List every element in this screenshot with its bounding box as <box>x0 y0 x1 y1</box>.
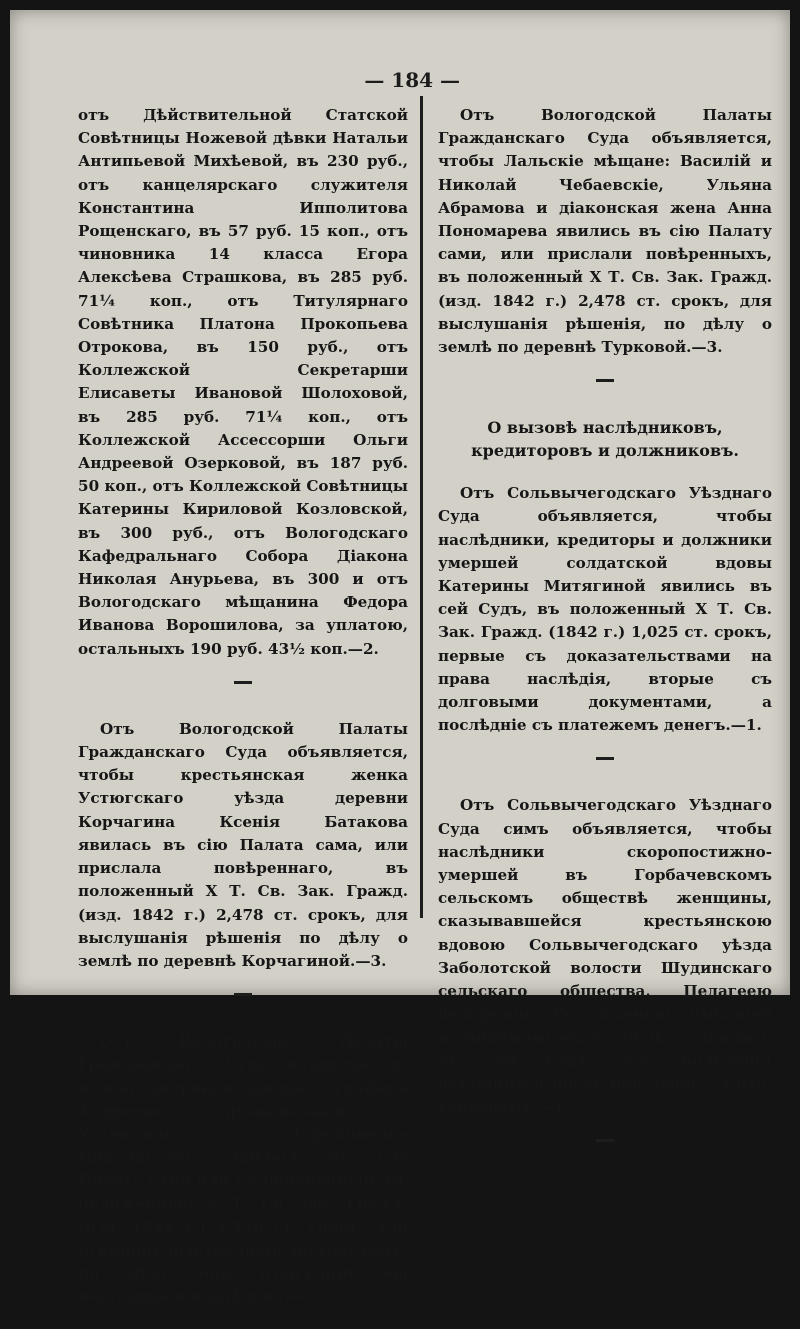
separator-dash <box>596 379 614 382</box>
separator-dash <box>234 993 252 996</box>
column-divider <box>420 96 423 918</box>
separator-dash <box>234 681 252 684</box>
notice-paragraph: Отъ Сольвычегодскаго Уѣзднаго Суда симъ объявляется, чтобы наслѣдники скоропостижно-умершей въ Горбачевскомъ сельскомъ обществѣ женщины, сказывавшейся крестьянскою вдовою Сольвычегодскаго уѣзда Заболотской волости Шудинскаго сельскаго общества, Пелагеею Федоровою Ростягаевою, имѣвшей по видимому около 70 лѣтъ, явились въ сей Судъ, для полученія оставшихся послѣ нея денегъ 3 руб. серебромъ.—1. <box>438 796 772 1117</box>
left-column <box>78 104 408 1329</box>
page-number: — 184 — <box>364 68 460 92</box>
right-column <box>438 104 772 1176</box>
notice-paragraph: Отъ Сольвычегодскаго Уѣзднаго Суда объявляется, чтобы наслѣдники, кредиторы и должники умершей солдатской вдовы Катерины Митягиной явились въ сей Судъ, въ положенный X Т. Св. Зак. Гражд. (1842 г.) 1,025 ст. срокъ, первые съ доказательствами на права наслѣдія, вторые съ долговыми документами, а послѣдніе съ платежемъ денегъ.—1. <box>438 484 772 735</box>
notice-continuation: отъ Дѣйствительной Статской Совѣтницы Ножевой дѣвки Натальи Антипьевой Михѣевой, въ 230 руб., отъ канцелярскаго служителя Константина Ипполитова Рощенскаго, въ 57 руб. 15 коп., отъ чиновника 14 класса Егора Алексѣева Страшкова, въ 285 руб. 71¼ коп., отъ Титулярнаго Совѣтника Платона Прокопьева Отрокова, въ 150 руб., отъ Коллежской Секретарши Елисаветы Ивановой Шолоховой, въ 285 руб. 71¼ коп., отъ Коллежской Ассессорши Ольги Андреевой Озерковой, въ 187 руб. 50 коп., отъ Коллежской Совѣтницы Катерины Кириловой Козловской, въ 300 руб., отъ Вологодскаго Кафедральнаго Собора Діакона Николая Анурьева, въ 300 и отъ Вологодскаго мѣщанина Федора Иванова Ворошилова, за уплатою, остальныхъ 190 руб. 43½ коп.—2. <box>78 106 408 658</box>
document-page <box>10 10 790 1306</box>
separator-dash <box>596 757 614 760</box>
notice-paragraph: Отъ Вологодской Палаты Гражданскаго Суда объявляется, чтобы Лальскіе мѣщане: Василій и Николай Чебаевскіе, Ульяна Абрамова и діаконская жена Анна Пономарева явились въ сію Палату сами, или прислали повѣренныхъ, въ положенный X Т. Св. Зак. Гражд. (изд. 1842 г.) 2,478 ст. срокъ, для выслушанія рѣшенія, по дѣлу о землѣ по деревнѣ Турковой.—3. <box>438 106 772 357</box>
notice-paragraph: Отъ Вологодской Палаты Гражданскаго Суда объявляется, чтобы дворовая женка Аграфена Андреева, проживавшая у Устюгскаго Городничаго Никольскаго, явилась въ сію Палату сама или ея повѣренный, въ положенный X Т. Св Зак. Гражд. (изд. 1842 г.) 2,450 ст. срокъ, для рукоприкладства подъ экстрактомъ, по дѣлу объ отысканіи ею настоящаго владѣльца.—3. <box>78 1032 408 1306</box>
separator-dash <box>596 1139 614 1142</box>
notice-paragraph: Отъ Вологодской Палаты Гражданскаго Суда объявляется, чтобы крестьянская женка Устюгскаго уѣзда деревни Корчагина Ксенія Батакова явилась въ сію Палата сама, или прислала повѣреннаго, въ положенный X Т. Св. Зак. Гражд. (изд. 1842 г.) 2,478 ст. срокъ, для выслушанія рѣшенія по дѣлу о землѣ по деревнѣ Корчагиной.—3. <box>78 719 408 970</box>
section-heading: О вызовѣ наслѣдниковъ, кредиторовъ и должниковъ. <box>471 418 739 461</box>
